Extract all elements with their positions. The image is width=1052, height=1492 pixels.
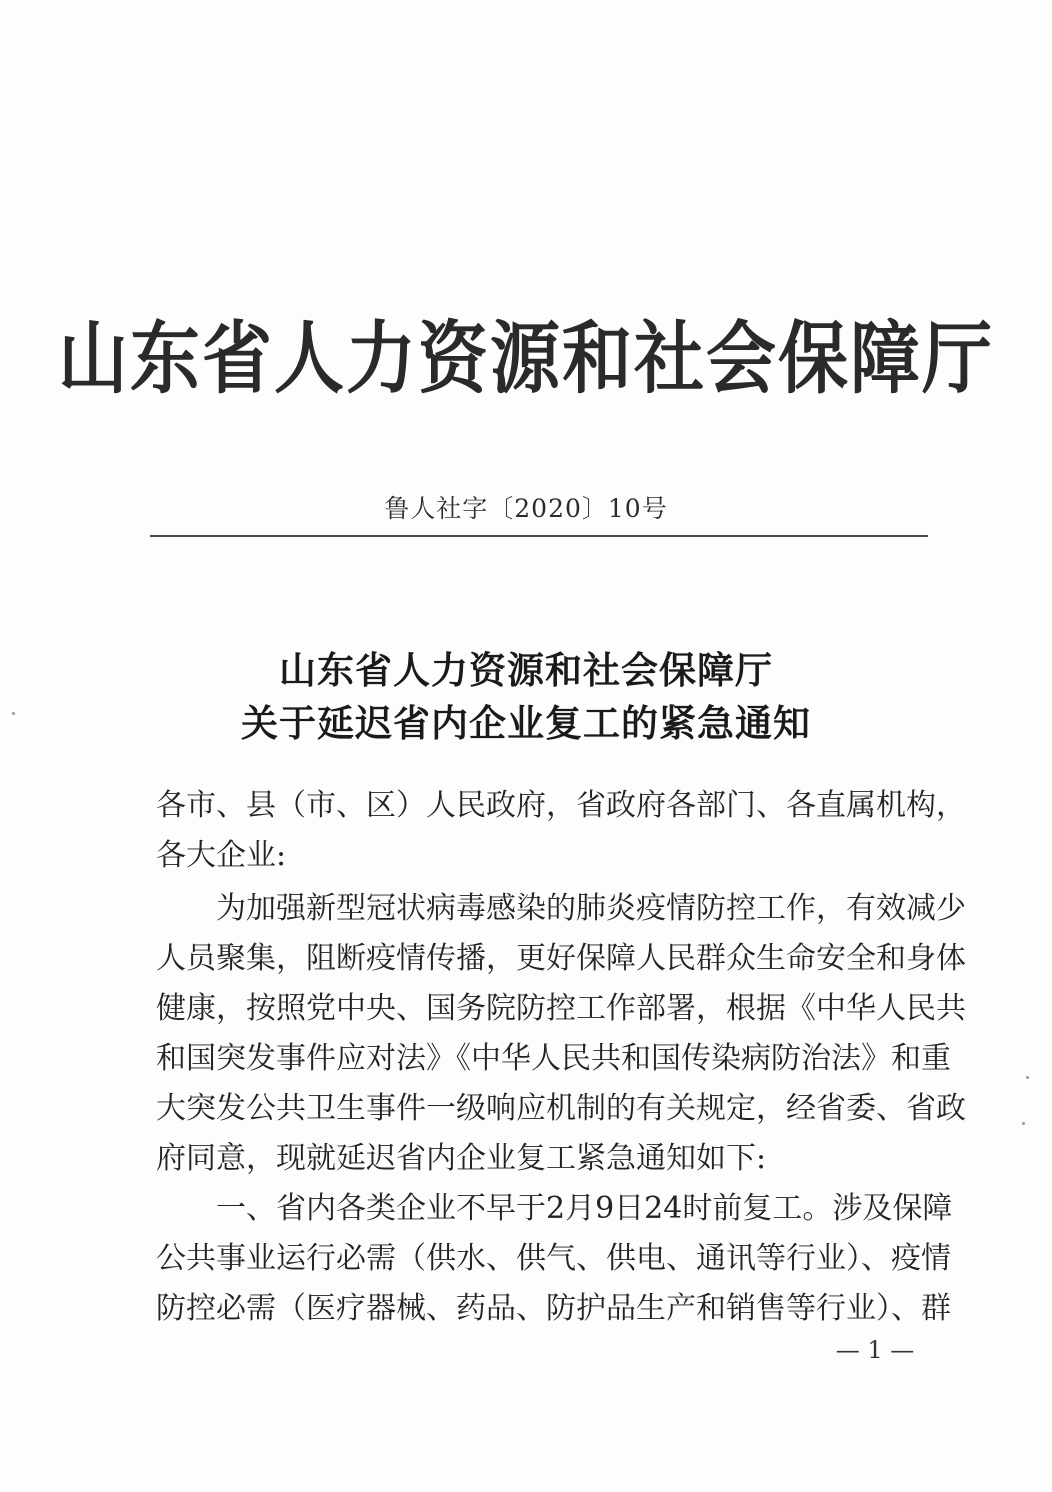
body-line-paragraph-1: 为加强新型冠状病毒感染的肺炎疫情防控工作，有效减少 [216, 891, 966, 926]
agency-masthead: 山东省人力资源和社会保障厅 [58, 312, 994, 405]
scan-speck [12, 712, 15, 715]
body-line-paragraph-1: 健康，按照党中央、国务院防控工作部署，根据《中华人民共 [156, 991, 966, 1026]
body-line-paragraph-2: 公共事业运行必需（供水、供气、供电、通讯等行业）、疫情 [156, 1241, 951, 1276]
body-line-paragraph-1: 和国突发事件应对法》《中华人民共和国传染病防治法》和重 [156, 1041, 951, 1076]
body-line-paragraph-2: 防控必需（医疗器械、药品、防护品生产和销售等行业）、群 [156, 1291, 951, 1326]
notice-title-line-2: 关于延迟省内企业复工的紧急通知 [241, 701, 811, 745]
body-line-recipients-cont: 各大企业: [156, 838, 287, 873]
body-line-recipients: 各市、县（市、区）人民政府，省政府各部门、各直属机构， [156, 788, 966, 823]
scan-speck [1026, 1076, 1029, 1079]
document-number: 鲁人社字〔2020〕10号 [384, 494, 668, 523]
body-line-paragraph-2: 一、省内各类企业不早于2月9日24时前复工。涉及保障 [216, 1191, 953, 1226]
header-divider [150, 535, 928, 537]
body-line-paragraph-1: 大突发公共卫生事件一级响应机制的有关规定，经省委、省政 [156, 1091, 966, 1126]
body-line-paragraph-1: 府同意，现就延迟省内企业复工紧急通知如下: [156, 1141, 767, 1176]
notice-title-line-1: 山东省人力资源和社会保障厅 [279, 648, 773, 692]
scan-speck [1022, 1122, 1025, 1125]
body-line-paragraph-1: 人员聚集，阻断疫情传播，更好保障人民群众生命安全和身体 [156, 941, 966, 976]
page-number: — 1 — [835, 1336, 915, 1364]
